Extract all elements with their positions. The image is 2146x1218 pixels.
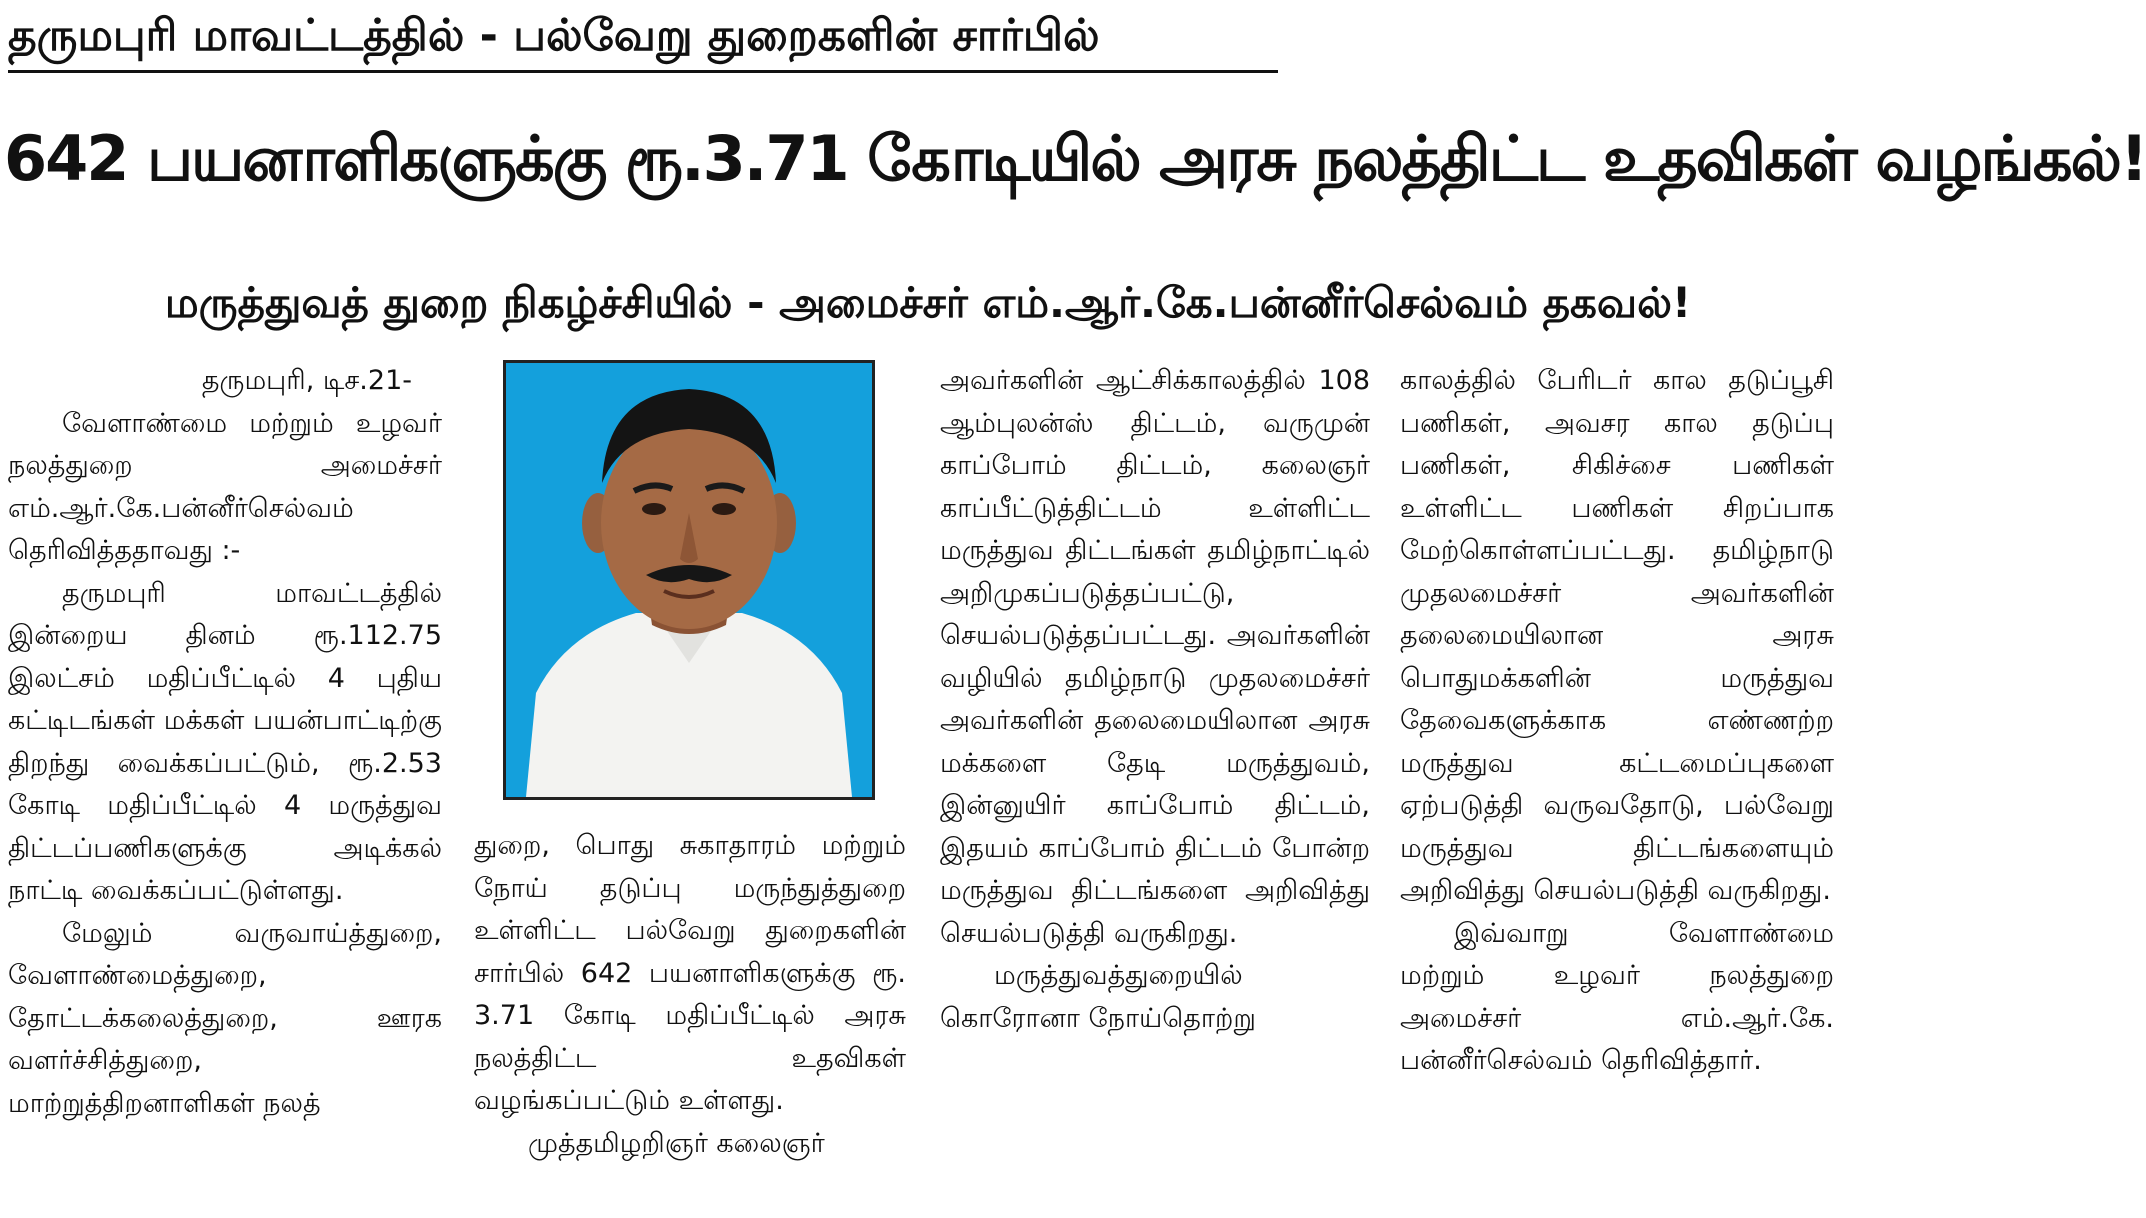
article-column-1: [8, 360, 442, 1215]
paragraph: அவர்களின் ஆட்சிக்காலத்தில் 108 ஆம்புலன்ஸ் திட்டம், வருமுன் காப்போம் திட்டம், கலைஞர் காப்பீட்டுத்திட்டம் உள்ளிட்ட மருத்துவ திட்டங்கள் தமிழ்நாட்டில் அறிமுகப்படுத்தப்பட்டு, செயல்படுத்தப்பட்டது. அவர்களின் வழியில் தமிழ்நாடு முதலமைச்சர் அவர்களின் தலைமையிலான அரசு மக்களை தேடி மருத்துவம், இன்னுயிர் காப்போம் திட்டம், இதயம் காப்போம் திட்டம் போன்ற மருத்துவ திட்டங்களை அறிவித்து செயல்படுத்தி வருகிறது.: [940, 365, 1370, 949]
paragraph: முத்தமிழறிஞர் கலைஞர்: [528, 1127, 825, 1159]
sub-headline: மருத்துவத் துறை நிகழ்ச்சியில் - அமைச்சர் எம்.ஆர்.கே.பன்னீர்செல்வம் தகவல்!: [164, 278, 1692, 327]
paragraph: துறை, பொது சுகாதாரம் மற்றும் நோய் தடுப்பு மருந்துத்துறை உள்ளிட்ட பல்வேறு துறைகளின் சார்பில் 642 பயனாளிகளுக்கு ரூ. 3.71 கோடி மதிப்பீட்டில் அரசு நலத்திட்ட உதவிகள் வழங்கப்பட்டும் உள்ளது.: [474, 830, 906, 1116]
dateline: தருமபுரி, டிச.21-: [201, 365, 412, 396]
paragraph: இவ்வாறு வேளாண்மை மற்றும் உழவர் நலத்துறை அமைச்சர் எம்.ஆர்.கே. பன்னீர்செல்வம் தெரிவித்தார்.: [1400, 917, 1834, 1076]
headline: 642 பயனாளிகளுக்கு ரூ.3.71 கோடியில் அரசு நலத்திட்ட உதவிகள் வழங்கல்!: [4, 122, 2146, 195]
kicker-line: தருமபுரி மாவட்டத்தில் - பல்வேறு துறைகளின் சார்பில்: [8, 4, 1278, 73]
portrait-illustration: [506, 363, 872, 797]
article-column-2: [474, 825, 906, 1215]
paragraph: மருத்துவத்துறையில் கொரோனா நோய்தொற்று: [940, 960, 1256, 1034]
paragraph: தருமபுரி மாவட்டத்தில் இன்றைய தினம் ரூ.112.75 இலட்சம் மதிப்பீட்டில் 4 புதிய கட்டிடங்கள் மக்கள் பயன்பாட்டிற்கு திறந்து வைக்கப்பட்டும், ரூ.2.53 கோடி மதிப்பீட்டில் 4 மருத்துவ திட்டப்பணிகளுக்கு அடிக்கல் நாட்டி வைக்கப்பட்டுள்ளது.: [8, 577, 442, 906]
paragraph: மேலும் வருவாய்த்துறை, வேளாண்மைத்துறை, தோட்டக்கலைத்துறை, ஊரக வளர்ச்சித்துறை, மாற்றுத்திறனாளிகள் நலத்: [8, 917, 442, 1119]
minister-photo: [503, 360, 875, 800]
paragraph: காலத்தில் பேரிடர் கால தடுப்பூசி பணிகள், அவசர கால தடுப்பு பணிகள், சிகிச்சை பணிகள் உள்ளிட்ட பணிகள் சிறப்பாக மேற்கொள்ளப்பட்டது. தமிழ்நாடு முதலமைச்சர் அவர்களின் தலைமையிலான அரசு பொதுமக்களின் மருத்துவ தேவைகளுக்காக எண்ணற்ற மருத்துவ கட்டமைப்புகளை ஏற்படுத்தி வருவதோடு, பல்வேறு மருத்துவ திட்டங்களையும் அறிவித்து செயல்படுத்தி வருகிறது.: [1400, 365, 1834, 906]
article-column-4: [1400, 360, 1834, 1215]
article-column-3: [940, 360, 1370, 1215]
paragraph: வேளாண்மை மற்றும் உழவர் நலத்துறை அமைச்சர் எம்.ஆர்.கே.பன்னீர்செல்வம் தெரிவித்ததாவது :-: [8, 407, 442, 566]
